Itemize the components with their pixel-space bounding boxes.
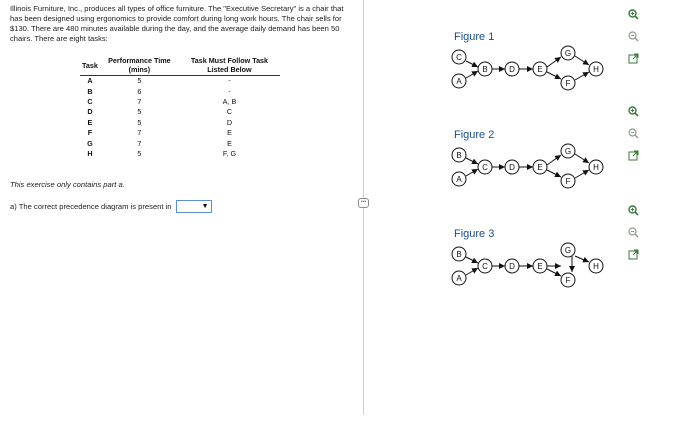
resize-handle[interactable]: •••: [358, 198, 369, 208]
task-cell: G: [87, 138, 93, 148]
exercise-note: This exercise only contains part a.: [10, 180, 125, 189]
table-row: [80, 86, 280, 96]
node-a: A: [456, 175, 462, 184]
task-cell: B: [87, 86, 93, 96]
zoom-out-icon[interactable]: [627, 30, 639, 42]
node-h: H: [593, 163, 599, 172]
question-a: [10, 200, 212, 213]
node-h: H: [593, 65, 599, 74]
answer-dropdown[interactable]: [176, 200, 212, 213]
node-f: F: [565, 177, 571, 186]
node-c: C: [482, 163, 488, 172]
table-row: [80, 107, 280, 117]
figure-3-diagram: [444, 242, 609, 292]
follow-cell: F, G: [222, 148, 237, 158]
node-d: D: [509, 163, 515, 172]
node-e: E: [537, 262, 543, 271]
zoom-out-icon[interactable]: [627, 127, 639, 139]
dropdown-arrow-icon: ▼: [201, 203, 209, 210]
figure-1-title: Figure 1: [454, 31, 495, 43]
follow-cell: -: [228, 76, 231, 86]
popout-icon[interactable]: [627, 52, 639, 64]
task-cell: E: [87, 117, 93, 127]
popout-icon[interactable]: [627, 149, 639, 161]
node-f: F: [565, 276, 571, 285]
node-f: F: [565, 79, 571, 88]
task-cell: A: [87, 76, 93, 86]
node-c: C: [482, 262, 488, 271]
time-cell: 7: [137, 128, 142, 138]
follow-cell: D: [226, 117, 233, 127]
figure-1-diagram: [444, 45, 609, 95]
time-cell: 5: [137, 76, 142, 86]
time-cell: 5: [137, 107, 142, 117]
table-row: [80, 128, 280, 138]
node-a: A: [456, 274, 462, 283]
table-row: [80, 149, 280, 159]
node-c: C: [456, 53, 462, 62]
popout-icon[interactable]: [627, 248, 639, 260]
node-d: D: [509, 65, 515, 74]
node-e: E: [537, 163, 543, 172]
task-table: [80, 55, 280, 159]
problem-statement: Illinois Furniture, Inc., produces all types of office furniture. The "Executive Secretary" is a chair that has been designed using ergonomics to provide comfort during long work hours. The chair sells for $130. There are 480 minutes available during the day, and the average daily demand has been 50 chairs. There are eight tasks:: [10, 4, 344, 43]
time-cell: 7: [137, 138, 142, 148]
task-cell: C: [87, 96, 93, 106]
header-time: Performance Time (mins): [100, 55, 179, 76]
time-cell: 5: [137, 117, 142, 127]
zoom-out-icon[interactable]: [627, 226, 639, 238]
table-row: [80, 76, 280, 87]
node-g: G: [564, 147, 572, 156]
table-row: [80, 138, 280, 148]
node-b: B: [456, 151, 462, 160]
follow-cell: -: [228, 86, 231, 96]
figure-3-title: Figure 3: [454, 228, 495, 240]
follow-cell: E: [227, 138, 232, 148]
task-cell: F: [87, 128, 93, 138]
follow-cell: A, B: [222, 96, 237, 106]
node-h: H: [593, 262, 599, 271]
node-a: A: [456, 77, 462, 86]
node-b: B: [482, 65, 488, 74]
node-g: G: [564, 49, 572, 58]
table-row: [80, 118, 280, 128]
table-row: [80, 97, 280, 107]
figure-2-title: Figure 2: [454, 129, 495, 141]
follow-cell: C: [226, 107, 233, 117]
zoom-in-icon[interactable]: [627, 105, 639, 117]
node-b: B: [456, 250, 462, 259]
header-task: Task: [80, 55, 100, 76]
figure-2-diagram: [444, 143, 609, 193]
zoom-in-icon[interactable]: [627, 8, 639, 20]
header-follow: Task Must Follow Task Listed Below: [179, 55, 280, 76]
time-cell: 6: [137, 86, 142, 96]
time-cell: 7: [137, 96, 142, 106]
node-d: D: [509, 262, 515, 271]
task-cell: H: [87, 148, 93, 158]
zoom-in-icon[interactable]: [627, 204, 639, 216]
question-label: a) The correct precedence diagram is present in: [10, 202, 172, 211]
follow-cell: E: [227, 128, 232, 138]
time-cell: 5: [137, 148, 142, 158]
node-e: E: [537, 65, 543, 74]
task-cell: D: [87, 107, 93, 117]
node-g: G: [564, 246, 572, 255]
